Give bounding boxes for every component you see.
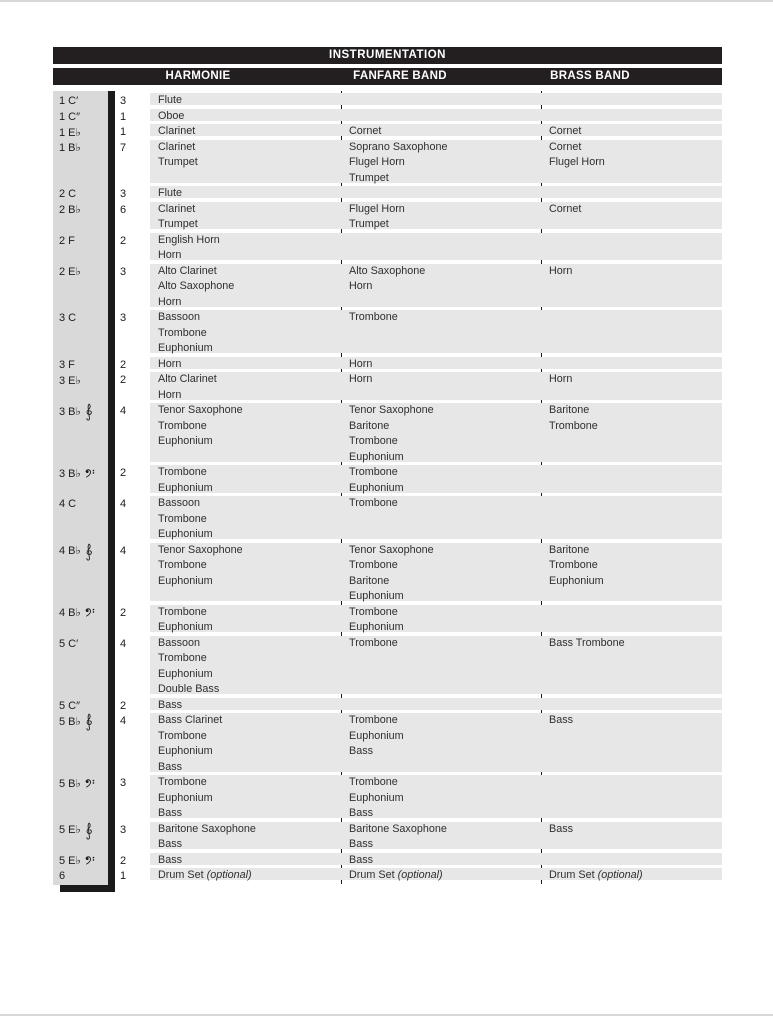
treble-clef-icon (85, 822, 93, 840)
part-label-text: 1 C″ (59, 110, 81, 123)
instrument-name: Trumpet (349, 218, 389, 230)
instrument-cell-fanfare (341, 496, 541, 539)
instrument-cell-fanfare (341, 140, 541, 183)
instrument-name: Trombone (549, 419, 598, 432)
part-label (53, 853, 108, 869)
instrument-name: Cornet (349, 125, 382, 137)
instrument-name: Bassoon (158, 311, 201, 323)
part-label (53, 543, 108, 559)
part-label-text: 2 F (59, 234, 75, 247)
instrument-cell-fanfare (341, 636, 541, 695)
instrument-cell-harmonie (150, 868, 341, 880)
part-label-text: 1 E♭ (59, 126, 81, 139)
instrument-cell-brass (541, 636, 722, 695)
part-label-text: 3 B♭ (59, 405, 81, 418)
instrument-name: Trumpet (158, 218, 198, 230)
part-label-text: 3 C (59, 312, 77, 324)
part-label (53, 233, 108, 249)
table-row (59, 605, 722, 633)
instrument-name: Horn (349, 357, 373, 370)
part-label-text: 5 C′ (59, 637, 79, 650)
part-label-text: 2 C (59, 188, 77, 200)
instrument-name: Horn (158, 249, 182, 261)
part-label (53, 93, 108, 109)
instrument-cell-brass (541, 496, 722, 539)
instrument-name: Trombone (158, 729, 207, 742)
instrument-name: Bass (158, 760, 183, 773)
instrument-name: Cornet (549, 140, 582, 153)
instrumentation-content (53, 47, 722, 884)
instrument-name: Drum Set (optional) (349, 869, 443, 881)
player-count: 2 (119, 467, 127, 479)
player-count: 2 (119, 234, 127, 247)
bass-clef-icon (85, 779, 96, 788)
instrument-name: Drum Set (optional) (549, 869, 643, 881)
instrument-name: English Horn (158, 233, 220, 246)
instrument-name: Euphonium (158, 574, 213, 587)
instrument-name: Euphonium (158, 528, 213, 540)
instrument-cell-fanfare (341, 233, 541, 261)
part-label-text: 2 E♭ (59, 266, 81, 278)
instrument-name: Clarinet (158, 125, 196, 137)
instrument-cell-fanfare (341, 605, 541, 633)
instrument-name: Tenor Saxophone (349, 543, 434, 556)
treble-clef-icon (85, 403, 93, 421)
instrument-name: Trombone (349, 497, 398, 509)
instrument-cell-fanfare (341, 775, 541, 818)
page-title: INSTRUMENTATION (329, 49, 446, 61)
instrument-cell-harmonie (150, 264, 341, 307)
instrument-name: Double Bass (158, 683, 220, 695)
instrument-name: Horn (158, 295, 182, 308)
table-row (59, 124, 722, 139)
instrument-cell-fanfare (341, 868, 541, 880)
instrument-cell-fanfare (341, 372, 541, 400)
instrument-cell-brass (541, 186, 722, 198)
instrument-name: Horn (158, 357, 182, 370)
instrument-cell-fanfare (341, 186, 541, 198)
page-bottom-edge (0, 1014, 773, 1016)
instrument-cell-brass (541, 372, 722, 400)
instrument-cell-brass (541, 775, 722, 818)
instrument-name: Oboe (158, 109, 185, 122)
player-count: 3 (119, 312, 127, 324)
instrument-cell-fanfare (341, 403, 541, 462)
instrument-cell-brass (541, 605, 722, 633)
instrument-cell-brass (541, 822, 722, 850)
instrument-name: Trombone (349, 435, 398, 447)
instrument-cell-brass (541, 465, 722, 493)
table-row (59, 868, 722, 882)
instrument-name: Trombone (158, 559, 207, 571)
instrument-cell-harmonie (150, 636, 341, 695)
treble-clef-icon (85, 543, 93, 561)
part-label (53, 496, 108, 512)
player-count: 2 (119, 358, 127, 371)
table-row (59, 403, 722, 463)
instrument-name: Alto Saxophone (158, 280, 235, 292)
instrument-name: Bass (158, 807, 183, 819)
part-label-text: 2 B♭ (59, 204, 81, 216)
part-label (53, 465, 108, 481)
player-count: 3 (119, 95, 127, 107)
instrument-name: Flugel Horn (349, 156, 405, 168)
player-count: 2 (119, 699, 127, 712)
header-brass-band: BRASS BAND (550, 70, 630, 82)
instrument-cell-fanfare (341, 109, 541, 121)
instrument-name: Clarinet (158, 140, 196, 153)
instrument-cell-fanfare (341, 465, 541, 493)
instrument-name: Trombone (349, 605, 398, 618)
part-label (53, 109, 108, 125)
instrument-name: Trombone (158, 419, 207, 432)
rows (59, 93, 722, 882)
part-label-text: 3 F (59, 358, 75, 371)
table-row (59, 465, 722, 494)
instrument-name: Baritone (549, 543, 590, 556)
table-row (59, 822, 722, 850)
part-label (53, 822, 108, 838)
instrument-cell-harmonie (150, 713, 341, 772)
part-label-text: 3 E♭ (59, 374, 81, 387)
treble-clef-icon (85, 713, 93, 731)
page-top-edge (0, 0, 773, 2)
table-row (59, 496, 722, 540)
part-label-text: 1 C′ (59, 95, 79, 107)
instrument-name: Euphonium (158, 342, 213, 354)
part-label-text: 5 E♭ (59, 824, 81, 836)
instrument-cell-brass (541, 543, 722, 602)
instrument-cell-brass (541, 93, 722, 105)
instrument-name: Tenor Saxophone (158, 543, 243, 556)
instrument-name: Trombone (349, 636, 398, 649)
part-label-text: 5 B♭ (59, 777, 81, 790)
part-label (53, 698, 108, 714)
instrument-name: Trombone (549, 559, 598, 571)
instrument-cell-harmonie (150, 465, 341, 493)
instrument-name: Euphonium (349, 481, 404, 494)
table-row (59, 186, 722, 200)
instrument-name: Flute (158, 94, 183, 106)
instrument-name: Alto Clarinet (158, 373, 217, 385)
instrument-name: Baritone (549, 404, 590, 416)
instrument-name: Trombone (349, 714, 398, 726)
part-label (53, 124, 108, 140)
instrument-name: Cornet (549, 202, 582, 215)
instrument-name: Alto Clarinet (158, 264, 217, 277)
instrument-name: Bass (158, 698, 183, 711)
player-count: 4 (119, 405, 127, 417)
instrumentation-table (53, 93, 722, 880)
instrument-cell-fanfare (341, 543, 541, 602)
instrument-name: Trumpet (158, 156, 198, 168)
instrument-name: Bass (349, 745, 374, 757)
player-count: 1 (119, 110, 127, 123)
instrument-name: Bassoon (158, 636, 201, 649)
table-row (59, 775, 722, 819)
part-label (53, 403, 108, 419)
player-count: 4 (119, 544, 127, 557)
instrument-name: Flugel Horn (349, 202, 405, 215)
player-count: 4 (119, 715, 127, 727)
instrument-cell-harmonie (150, 605, 341, 633)
instrument-name: Horn (549, 264, 573, 277)
instrument-name: Flugel Horn (549, 156, 605, 168)
instrument-name: Euphonium (349, 590, 404, 602)
instrument-cell-brass (541, 264, 722, 307)
part-label-text: 5 E♭ (59, 855, 81, 867)
instrument-name: Baritone Saxophone (349, 822, 447, 835)
instrument-name: Horn (549, 373, 573, 385)
title-bar (53, 47, 722, 64)
instrument-name: Trombone (349, 466, 398, 478)
part-label (53, 186, 108, 202)
instrument-cell-brass (541, 713, 722, 772)
table-row (59, 264, 722, 308)
instrument-name: Horn (158, 388, 182, 401)
instrument-cell-harmonie (150, 140, 341, 183)
instrument-cell-brass (541, 202, 722, 230)
instrument-cell-brass (541, 124, 722, 136)
instrument-name: Trombone (158, 512, 207, 525)
player-count: 1 (119, 126, 127, 138)
player-count: 3 (119, 823, 127, 836)
table-row (59, 698, 722, 712)
part-label-text: 6 (59, 870, 66, 882)
part-label (53, 605, 108, 621)
instrument-cell-fanfare (341, 93, 541, 105)
instrument-cell-brass (541, 853, 722, 865)
part-label (53, 140, 108, 156)
instrument-name: Trumpet (349, 171, 389, 184)
instrument-cell-harmonie (150, 822, 341, 850)
instrument-cell-harmonie (150, 109, 341, 121)
instrument-name: Clarinet (158, 202, 196, 215)
part-label-text: 4 B♭ (59, 607, 81, 619)
header-harmonie: HARMONIE (165, 70, 231, 82)
instrument-cell-brass (541, 233, 722, 261)
player-count: 4 (119, 637, 127, 650)
part-label (53, 372, 108, 388)
instrument-name: Euphonium (158, 481, 213, 494)
part-label (53, 357, 108, 373)
instrument-cell-harmonie (150, 775, 341, 818)
instrument-name: Trombone (349, 559, 398, 571)
instrument-name: Trombone (349, 311, 398, 323)
instrument-name: Bass (349, 853, 374, 866)
part-label (53, 636, 108, 652)
instrument-name: Bass (349, 838, 374, 850)
header-fanfare-band: FANFARE BAND (353, 70, 447, 82)
instrument-cell-harmonie (150, 403, 341, 462)
instrument-cell-harmonie (150, 93, 341, 105)
player-count: 1 (119, 870, 127, 882)
instrument-name: Euphonium (158, 621, 213, 633)
instrument-name: Euphonium (349, 621, 404, 633)
table-row (59, 636, 722, 695)
instrument-cell-fanfare (341, 853, 541, 865)
part-label (53, 310, 108, 326)
instrument-name: Baritone (349, 574, 390, 587)
instrument-name: Euphonium (349, 791, 404, 804)
part-label-text: 1 B♭ (59, 142, 81, 154)
instrument-name: Euphonium (158, 745, 213, 757)
part-label-text: 5 B♭ (59, 715, 81, 728)
instrument-cell-harmonie (150, 853, 341, 865)
column-header-bar (53, 68, 722, 85)
table-row (59, 543, 722, 602)
instrument-cell-harmonie (150, 372, 341, 400)
instrument-cell-fanfare (341, 698, 541, 710)
part-label (53, 868, 108, 884)
instrument-name: Baritone Saxophone (158, 822, 256, 835)
instrument-name: Euphonium (549, 574, 604, 587)
instrument-name: Drum Set (optional) (158, 869, 252, 881)
instrument-cell-brass (541, 109, 722, 121)
instrument-name: Trombone (349, 776, 398, 788)
instrument-cell-harmonie (150, 698, 341, 710)
instrument-cell-fanfare (341, 264, 541, 307)
part-label-text: 3 B♭ (59, 467, 81, 480)
instrument-name: Baritone (349, 419, 390, 432)
instrument-name: Bass (349, 807, 374, 819)
optional-note: (optional) (597, 869, 643, 881)
instrument-name: Alto Saxophone (349, 264, 426, 277)
table-row (59, 140, 722, 184)
instrument-cell-harmonie (150, 233, 341, 261)
instrument-name: Soprano Saxophone (349, 140, 448, 153)
instrument-name: Horn (349, 280, 373, 292)
instrument-cell-brass (541, 310, 722, 353)
instrument-cell-fanfare (341, 124, 541, 136)
instrument-cell-harmonie (150, 357, 341, 369)
instrument-name: Bass (158, 838, 183, 850)
instrument-name: Trombone (158, 652, 207, 664)
instrument-cell-brass (541, 403, 722, 462)
instrument-name: Trombone (158, 466, 207, 478)
instrument-name: Euphonium (158, 435, 213, 447)
table-row (59, 93, 722, 107)
instrument-name: Cornet (549, 125, 582, 137)
instrument-name: Euphonium (158, 791, 213, 804)
table-row (59, 853, 722, 867)
instrument-name: Bass (549, 714, 574, 726)
instrument-cell-harmonie (150, 124, 341, 136)
instrument-cell-fanfare (341, 357, 541, 369)
table-row (59, 357, 722, 371)
optional-note: (optional) (206, 869, 252, 881)
player-count: 2 (119, 374, 127, 386)
instrument-name: Trombone (158, 776, 207, 788)
instrument-cell-fanfare (341, 822, 541, 850)
bass-clef-icon (85, 469, 96, 478)
instrument-cell-brass (541, 140, 722, 183)
instrument-name: Euphonium (349, 450, 404, 463)
part-label (53, 202, 108, 218)
instrument-cell-brass (541, 698, 722, 710)
table-row (59, 372, 722, 401)
player-count: 3 (119, 265, 127, 278)
optional-note: (optional) (397, 869, 443, 881)
instrument-name: Bass (158, 853, 183, 866)
player-count: 2 (119, 606, 127, 619)
instrument-cell-harmonie (150, 310, 341, 353)
instrument-cell-fanfare (341, 713, 541, 772)
instrument-name: Bassoon (158, 497, 201, 509)
player-count: 2 (119, 854, 127, 867)
instrument-cell-harmonie (150, 543, 341, 602)
player-count: 3 (119, 188, 127, 200)
player-count: 4 (119, 498, 127, 510)
instrument-cell-harmonie (150, 202, 341, 230)
instrument-name: Tenor Saxophone (158, 404, 243, 416)
instrument-name: Trombone (158, 326, 207, 339)
part-label-text: 4 B♭ (59, 545, 81, 557)
instrument-cell-brass (541, 357, 722, 369)
table-row (59, 202, 722, 230)
bass-clef-icon (85, 856, 96, 865)
instrument-name: Flute (158, 187, 183, 199)
part-label (53, 264, 108, 280)
table-row (59, 109, 722, 123)
instrument-name: Bass Clarinet (158, 714, 223, 726)
instrument-cell-fanfare (341, 310, 541, 353)
part-label (53, 713, 108, 729)
part-label-text: 5 C″ (59, 699, 81, 712)
player-count: 7 (119, 141, 127, 154)
instrument-name: Trombone (158, 605, 207, 618)
player-count: 6 (119, 203, 127, 216)
instrument-name: Bass Trombone (549, 636, 625, 649)
part-label-text: 4 C (59, 498, 77, 510)
player-count: 3 (119, 777, 127, 789)
instrument-name: Bass (549, 822, 574, 835)
instrument-name: Euphonium (158, 667, 213, 680)
table-row (59, 713, 722, 773)
instrument-cell-harmonie (150, 186, 341, 198)
instrument-cell-brass (541, 868, 722, 880)
part-label (53, 775, 108, 791)
instrument-cell-fanfare (341, 202, 541, 230)
table-row (59, 233, 722, 261)
table-row (59, 310, 722, 354)
instrument-name: Horn (349, 373, 373, 385)
instrument-cell-harmonie (150, 496, 341, 539)
instrument-name: Euphonium (349, 729, 404, 742)
bass-clef-icon (85, 608, 96, 617)
instrument-name: Tenor Saxophone (349, 404, 434, 416)
